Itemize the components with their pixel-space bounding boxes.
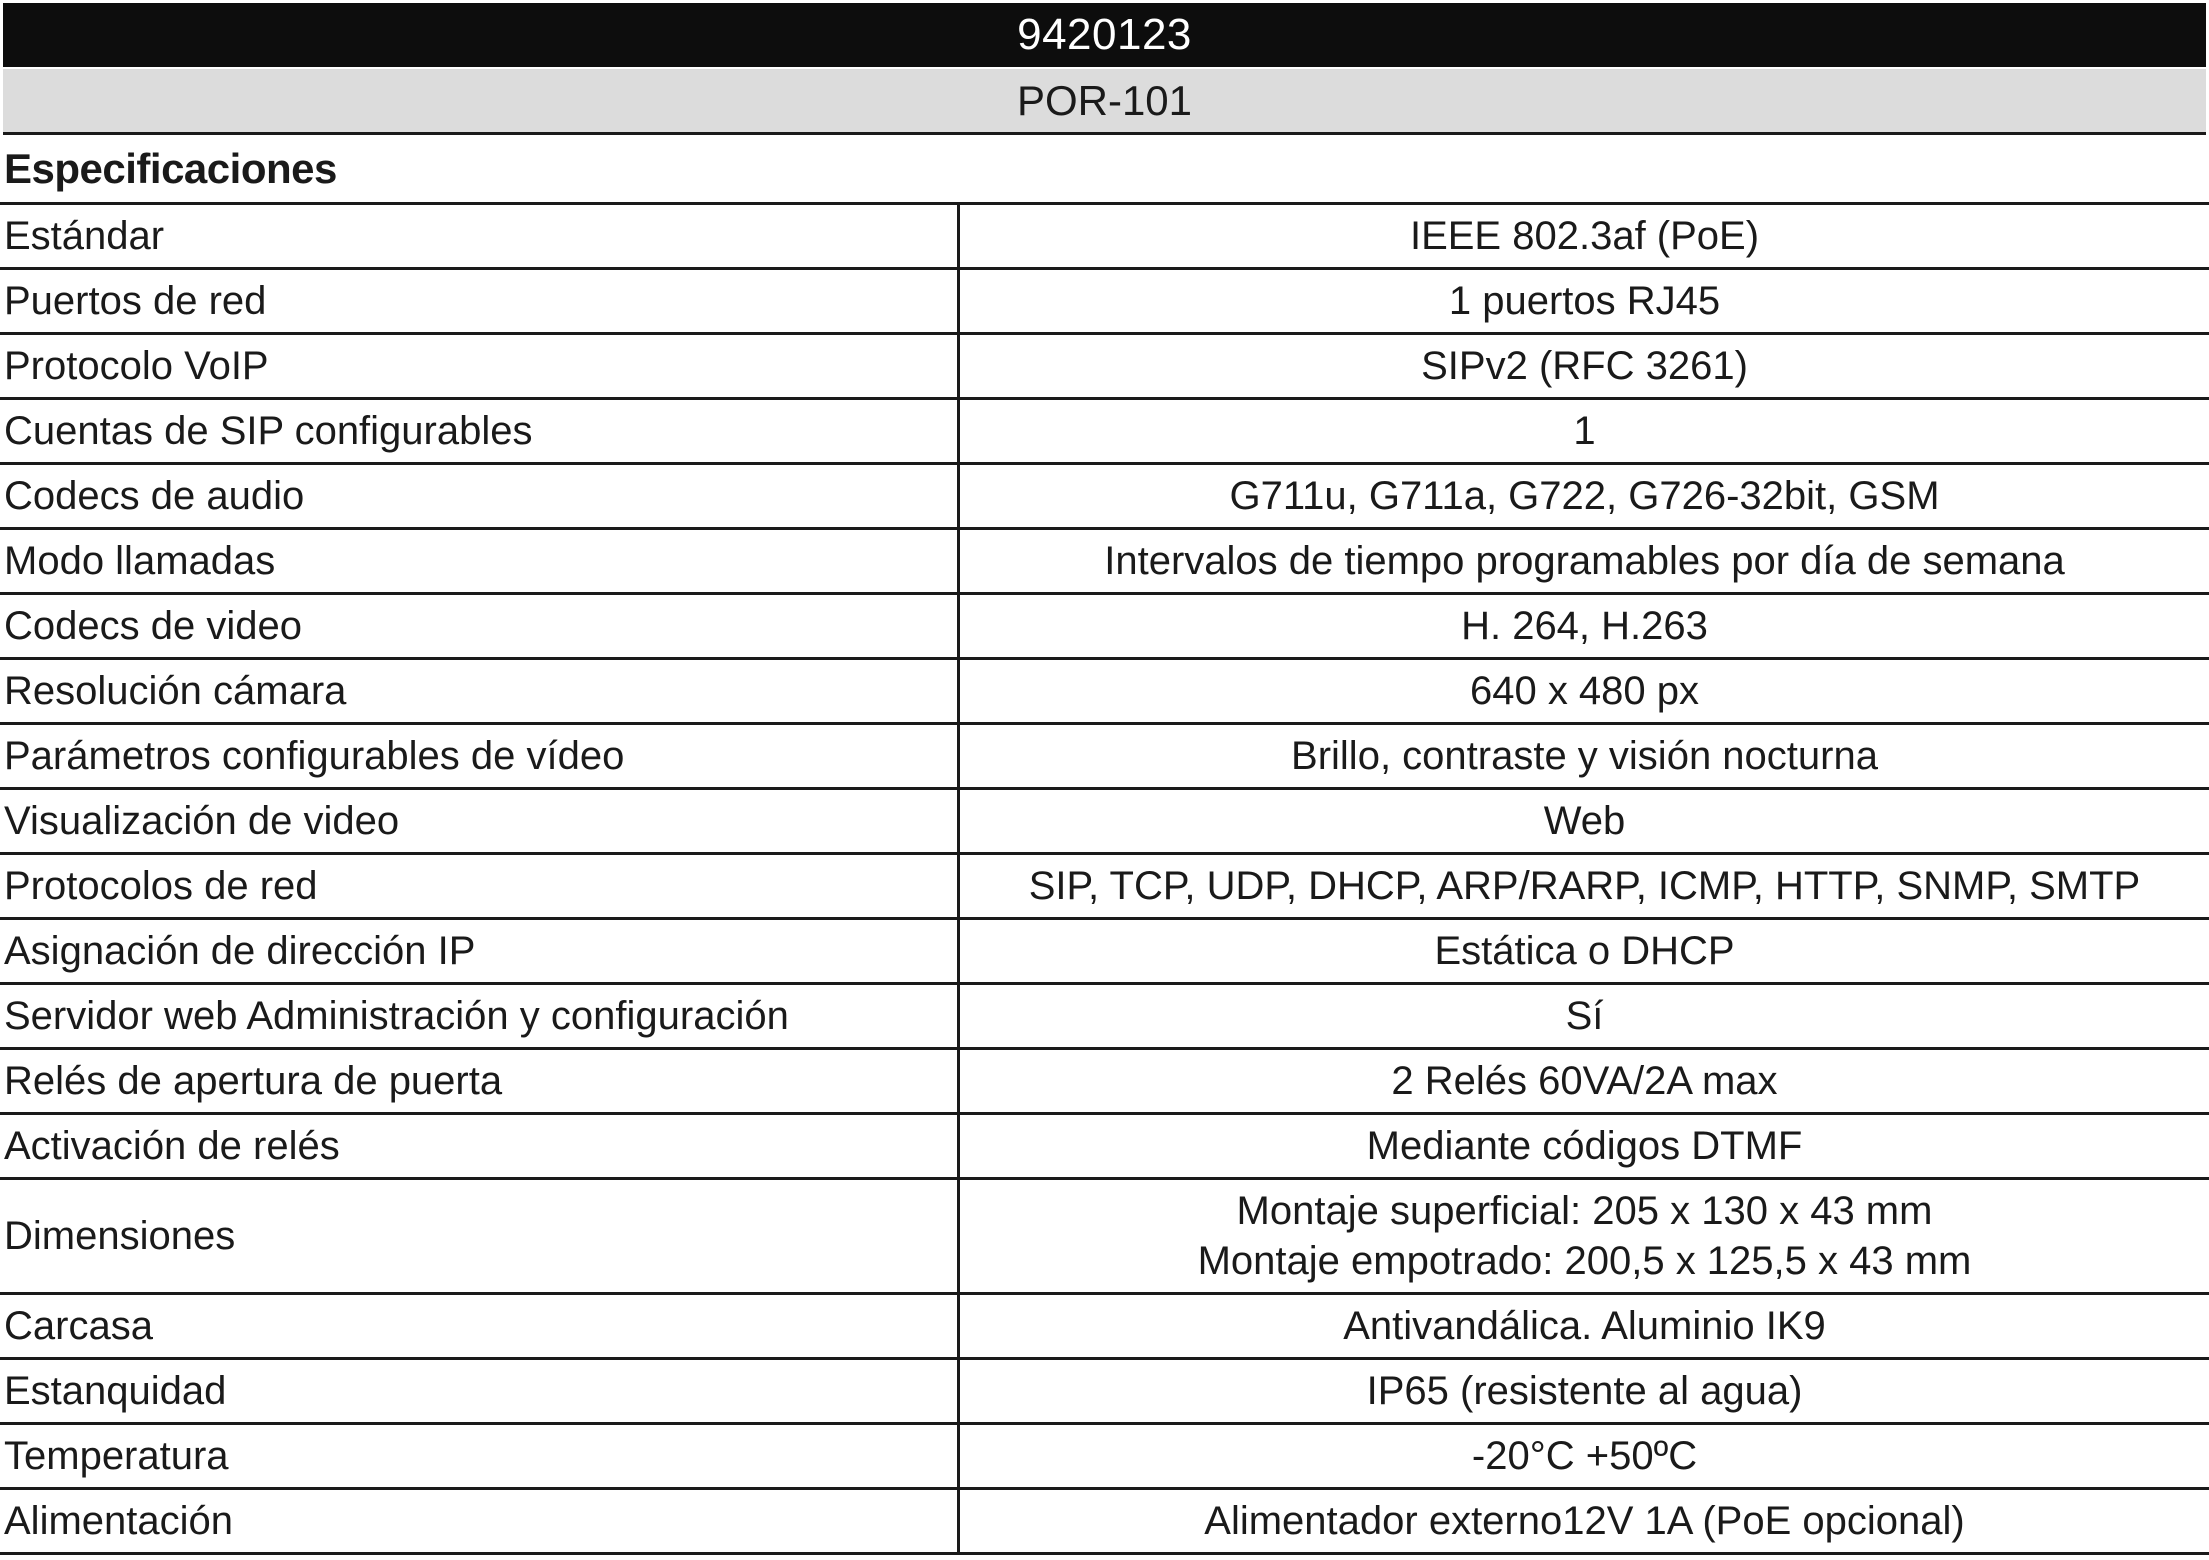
table-row <box>0 1049 2209 1114</box>
spec-value: Brillo, contraste y visión nocturna <box>959 724 2209 789</box>
spec-value: Mediante códigos DTMF <box>959 1114 2209 1179</box>
spec-label: Visualización de video <box>0 789 959 854</box>
specifications-table <box>0 202 2209 1555</box>
spec-label: Estándar <box>0 204 959 269</box>
table-row <box>0 984 2209 1049</box>
table-row <box>0 1489 2209 1554</box>
table-row <box>0 334 2209 399</box>
spec-value <box>959 1179 2209 1294</box>
table-row <box>0 854 2209 919</box>
product-code-header: 9420123 <box>3 3 2206 67</box>
spec-label: Parámetros configurables de vídeo <box>0 724 959 789</box>
table-row <box>0 724 2209 789</box>
spec-value: Sí <box>959 984 2209 1049</box>
table-row <box>0 1114 2209 1179</box>
spec-value: 1 <box>959 399 2209 464</box>
spec-label: Protocolos de red <box>0 854 959 919</box>
table-row <box>0 529 2209 594</box>
spec-value: 640 x 480 px <box>959 659 2209 724</box>
spec-value: Estática o DHCP <box>959 919 2209 984</box>
product-model-header: POR-101 <box>3 69 2206 135</box>
spec-value: Antivandálica. Aluminio IK9 <box>959 1294 2209 1359</box>
spec-value: -20°C +50ºC <box>959 1424 2209 1489</box>
spec-value: SIP, TCP, UDP, DHCP, ARP/RARP, ICMP, HTTP, SNMP, SMTP <box>959 854 2209 919</box>
spec-label: Servidor web Administración y configuración <box>0 984 959 1049</box>
table-row <box>0 269 2209 334</box>
spec-value: Web <box>959 789 2209 854</box>
table-row <box>0 1359 2209 1424</box>
table-row <box>0 594 2209 659</box>
table-row <box>0 1424 2209 1489</box>
spec-label: Codecs de video <box>0 594 959 659</box>
spec-label: Protocolo VoIP <box>0 334 959 399</box>
spec-label: Puertos de red <box>0 269 959 334</box>
spec-label: Alimentación <box>0 1489 959 1554</box>
spec-value: Intervalos de tiempo programables por día de semana <box>959 529 2209 594</box>
table-row <box>0 1294 2209 1359</box>
spec-label: Resolución cámara <box>0 659 959 724</box>
spec-value: 2 Relés 60VA/2A max <box>959 1049 2209 1114</box>
spec-value: H. 264, H.263 <box>959 594 2209 659</box>
spec-value: 1 puertos RJ45 <box>959 269 2209 334</box>
spec-label: Asignación de dirección IP <box>0 919 959 984</box>
table-row <box>0 659 2209 724</box>
spec-value: IP65 (resistente al agua) <box>959 1359 2209 1424</box>
table-row <box>0 1179 2209 1294</box>
spec-label: Temperatura <box>0 1424 959 1489</box>
table-row <box>0 919 2209 984</box>
section-title: Especificaciones <box>4 145 337 192</box>
spec-label: Relés de apertura de puerta <box>0 1049 959 1114</box>
spec-label: Estanquidad <box>0 1359 959 1424</box>
spec-value-line: Montaje superficial: 205 x 130 x 43 mm <box>1236 1189 1933 1233</box>
spec-value: SIPv2 (RFC 3261) <box>959 334 2209 399</box>
spec-label: Dimensiones <box>0 1179 959 1294</box>
spec-value: IEEE 802.3af (PoE) <box>959 204 2209 269</box>
spec-value-line: Montaje empotrado: 200,5 x 125,5 x 43 mm <box>1197 1239 1972 1283</box>
table-row <box>0 464 2209 529</box>
spec-label: Carcasa <box>0 1294 959 1359</box>
spec-value: Alimentador externo12V 1A (PoE opcional) <box>959 1489 2209 1554</box>
spec-value: G711u, G711a, G722, G726-32bit, GSM <box>959 464 2209 529</box>
spec-label: Cuentas de SIP configurables <box>0 399 959 464</box>
spec-label: Modo llamadas <box>0 529 959 594</box>
spec-label: Codecs de audio <box>0 464 959 529</box>
spec-label: Activación de relés <box>0 1114 959 1179</box>
table-row <box>0 204 2209 269</box>
table-row <box>0 789 2209 854</box>
table-row <box>0 399 2209 464</box>
